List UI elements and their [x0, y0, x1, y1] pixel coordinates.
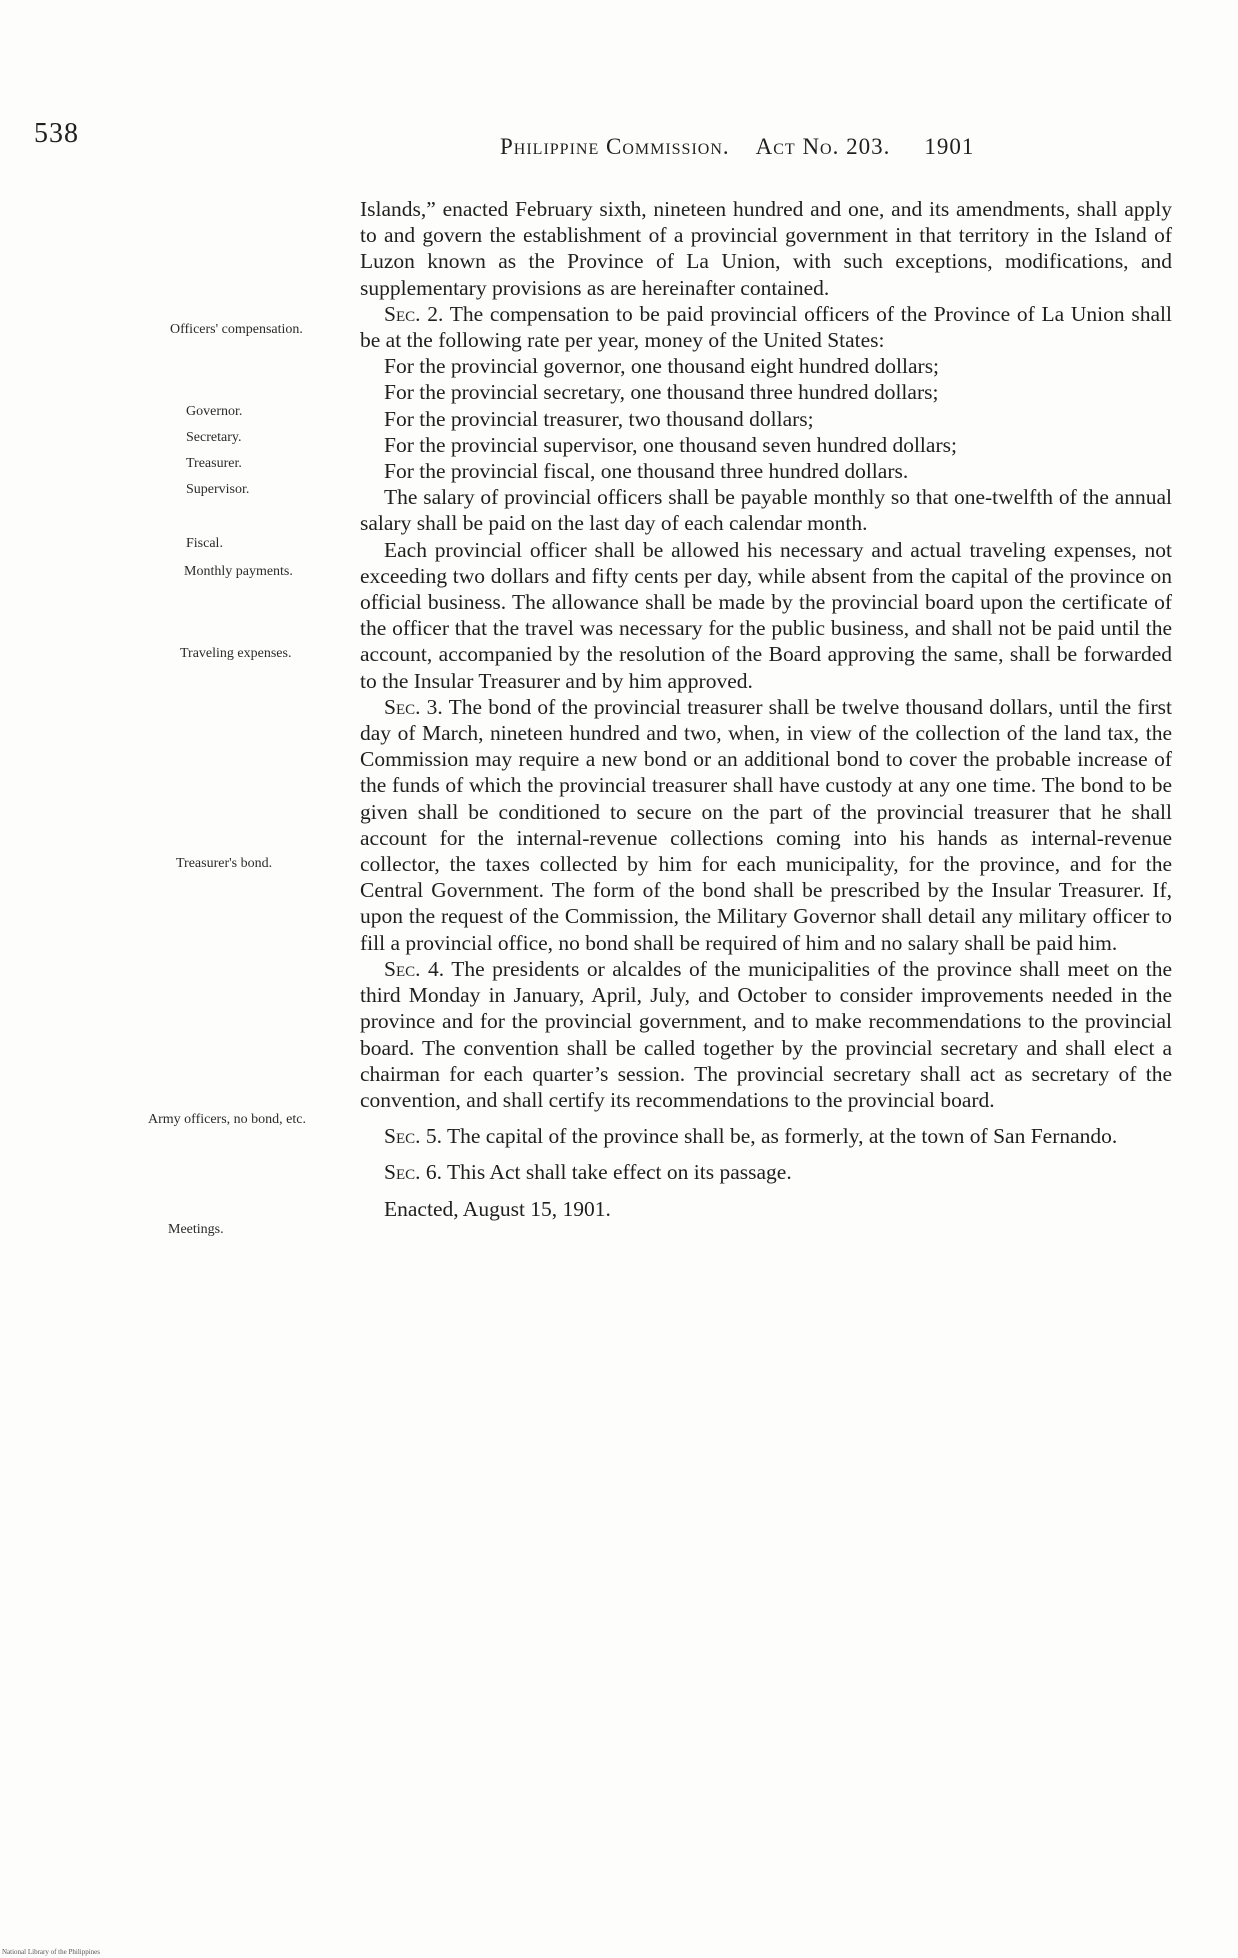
running-head-title: Philippine Commission.	[500, 134, 730, 159]
footer-library-credit: National Library of the Philippines	[2, 1948, 100, 1956]
margin-note-governor: Governor.	[186, 404, 243, 419]
section-label: Sec. 3.	[384, 694, 443, 719]
margin-note-army-officers: Army officers, no bond, etc.	[148, 1112, 306, 1127]
running-head	[500, 134, 974, 160]
paragraph-sec-4	[360, 956, 1172, 1113]
paragraph-secretary-salary: For the provincial secretary, one thousand three hundred dollars;	[384, 380, 939, 405]
paragraph-sec-5	[360, 1123, 1172, 1149]
paragraph-text: The capital of the province shall be, as formerly, at the town of San Fernando.	[447, 1124, 1118, 1149]
paragraph-intro: Islands,” enacted February sixth, nineteen hundred and one, and its amendments, shall apply to and govern the establishment of a provincial government in that territory in the Island of Luzon known as the Province of La Union, with such exceptions, modifications, and supplementary provisions as are hereinafter contained.	[360, 197, 1172, 300]
body-text	[360, 196, 1172, 1222]
paragraph-sec-3	[360, 694, 1172, 956]
section-label: Sec. 4.	[384, 956, 445, 981]
margin-note-treasurer: Treasurer.	[186, 456, 242, 471]
margin-note-meetings: Meetings.	[168, 1222, 224, 1237]
paragraph-text: This Act shall take effect on its passage.	[447, 1160, 792, 1185]
section-label: Sec. 6.	[384, 1160, 442, 1185]
section-label: Sec. 5.	[384, 1124, 442, 1149]
margin-note-monthly-payments: Monthly payments.	[184, 564, 293, 579]
paragraph-text: The presidents or alcaldes of the municipalities of the province shall meet on the third Monday in January, April, July, and October to consider improvements needed in the province and for the provincial government, and to make recommendations to the provincial board. The convention shall be called together by the provincial secretary and shall elect a chairman for each quarter’s session. The provincial secretary shall act as secretary of the convention, and shall certify its recommendations to the provincial board.	[360, 956, 1173, 1112]
paragraph-sec-2	[360, 301, 1172, 353]
margin-note-traveling-expenses: Traveling expenses.	[180, 646, 292, 661]
paragraph-treasurer-salary: For the provincial treasurer, two thousand dollars;	[384, 406, 814, 431]
margin-note-supervisor: Supervisor.	[186, 482, 250, 497]
paragraph-text: The bond of the provincial treasurer shall be twelve thousand dollars, until the first day of March, nineteen hundred and two, when, in view of the collection of the land tax, the Commission may require a new bond or an additional bond to cover the probable increase of the funds of which the provincial treasurer shall have custody at any one time. The bond to be given shall be conditioned to secure on the part of the provincial treasurer that he shall account for the internal-revenue collections coming into his hands as internal-revenue collector, the taxes collected by him for each municipality, for the province, and for the Central Government. The form of the bond shall be prescribed by the Insular Treasurer. If, upon the request of the Commission, the Military Governor shall detail any military officer to fill a provincial office, no bond shall be required of him and no salary shall be paid him.	[360, 694, 1172, 955]
margin-note-fiscal: Fiscal.	[186, 536, 223, 551]
paragraph-fiscal-salary: For the provincial fiscal, one thousand three hundred dollars.	[384, 459, 909, 484]
paragraph-text: The compensation to be paid provincial officers of the Province of La Union shall be at the following rate per year, money of the United States:	[360, 301, 1172, 353]
margin-note-secretary: Secretary.	[186, 430, 242, 445]
section-label: Sec. 2.	[384, 301, 444, 326]
page-number: 538	[34, 118, 79, 149]
running-head-year: 1901	[924, 134, 975, 159]
paragraph-supervisor-salary: For the provincial supervisor, one thousand seven hundred dollars;	[384, 432, 957, 457]
running-head-act: Act No. 203.	[755, 134, 891, 159]
margin-note-treasurers-bond: Treasurer's bond.	[176, 856, 273, 871]
paragraph-sec-6	[360, 1159, 1172, 1185]
margin-note-officers-compensation: Officers' compensation.	[170, 322, 303, 337]
paragraph-monthly-payments: The salary of provincial officers shall be payable monthly so that one-twelfth of the annual salary shall be paid on the last day of each calendar month.	[360, 485, 1172, 536]
paragraph-enacted: Enacted, August 15, 1901.	[384, 1196, 611, 1221]
paragraph-governor-salary: For the provincial governor, one thousand eight hundred dollars;	[384, 354, 940, 379]
paragraph-traveling-expenses: Each provincial officer shall be allowed his necessary and actual traveling expenses, not exceeding two dollars and fifty cents per day, while absent from the capital of the province on official business. The allowance shall be made by the provincial board upon the certificate of the officer that the travel was necessary for the public business, and shall not be paid until the account, accompanied by the resolution of the Board approving the same, shall be forwarded to the Insular Treasurer and by him approved.	[360, 537, 1172, 693]
